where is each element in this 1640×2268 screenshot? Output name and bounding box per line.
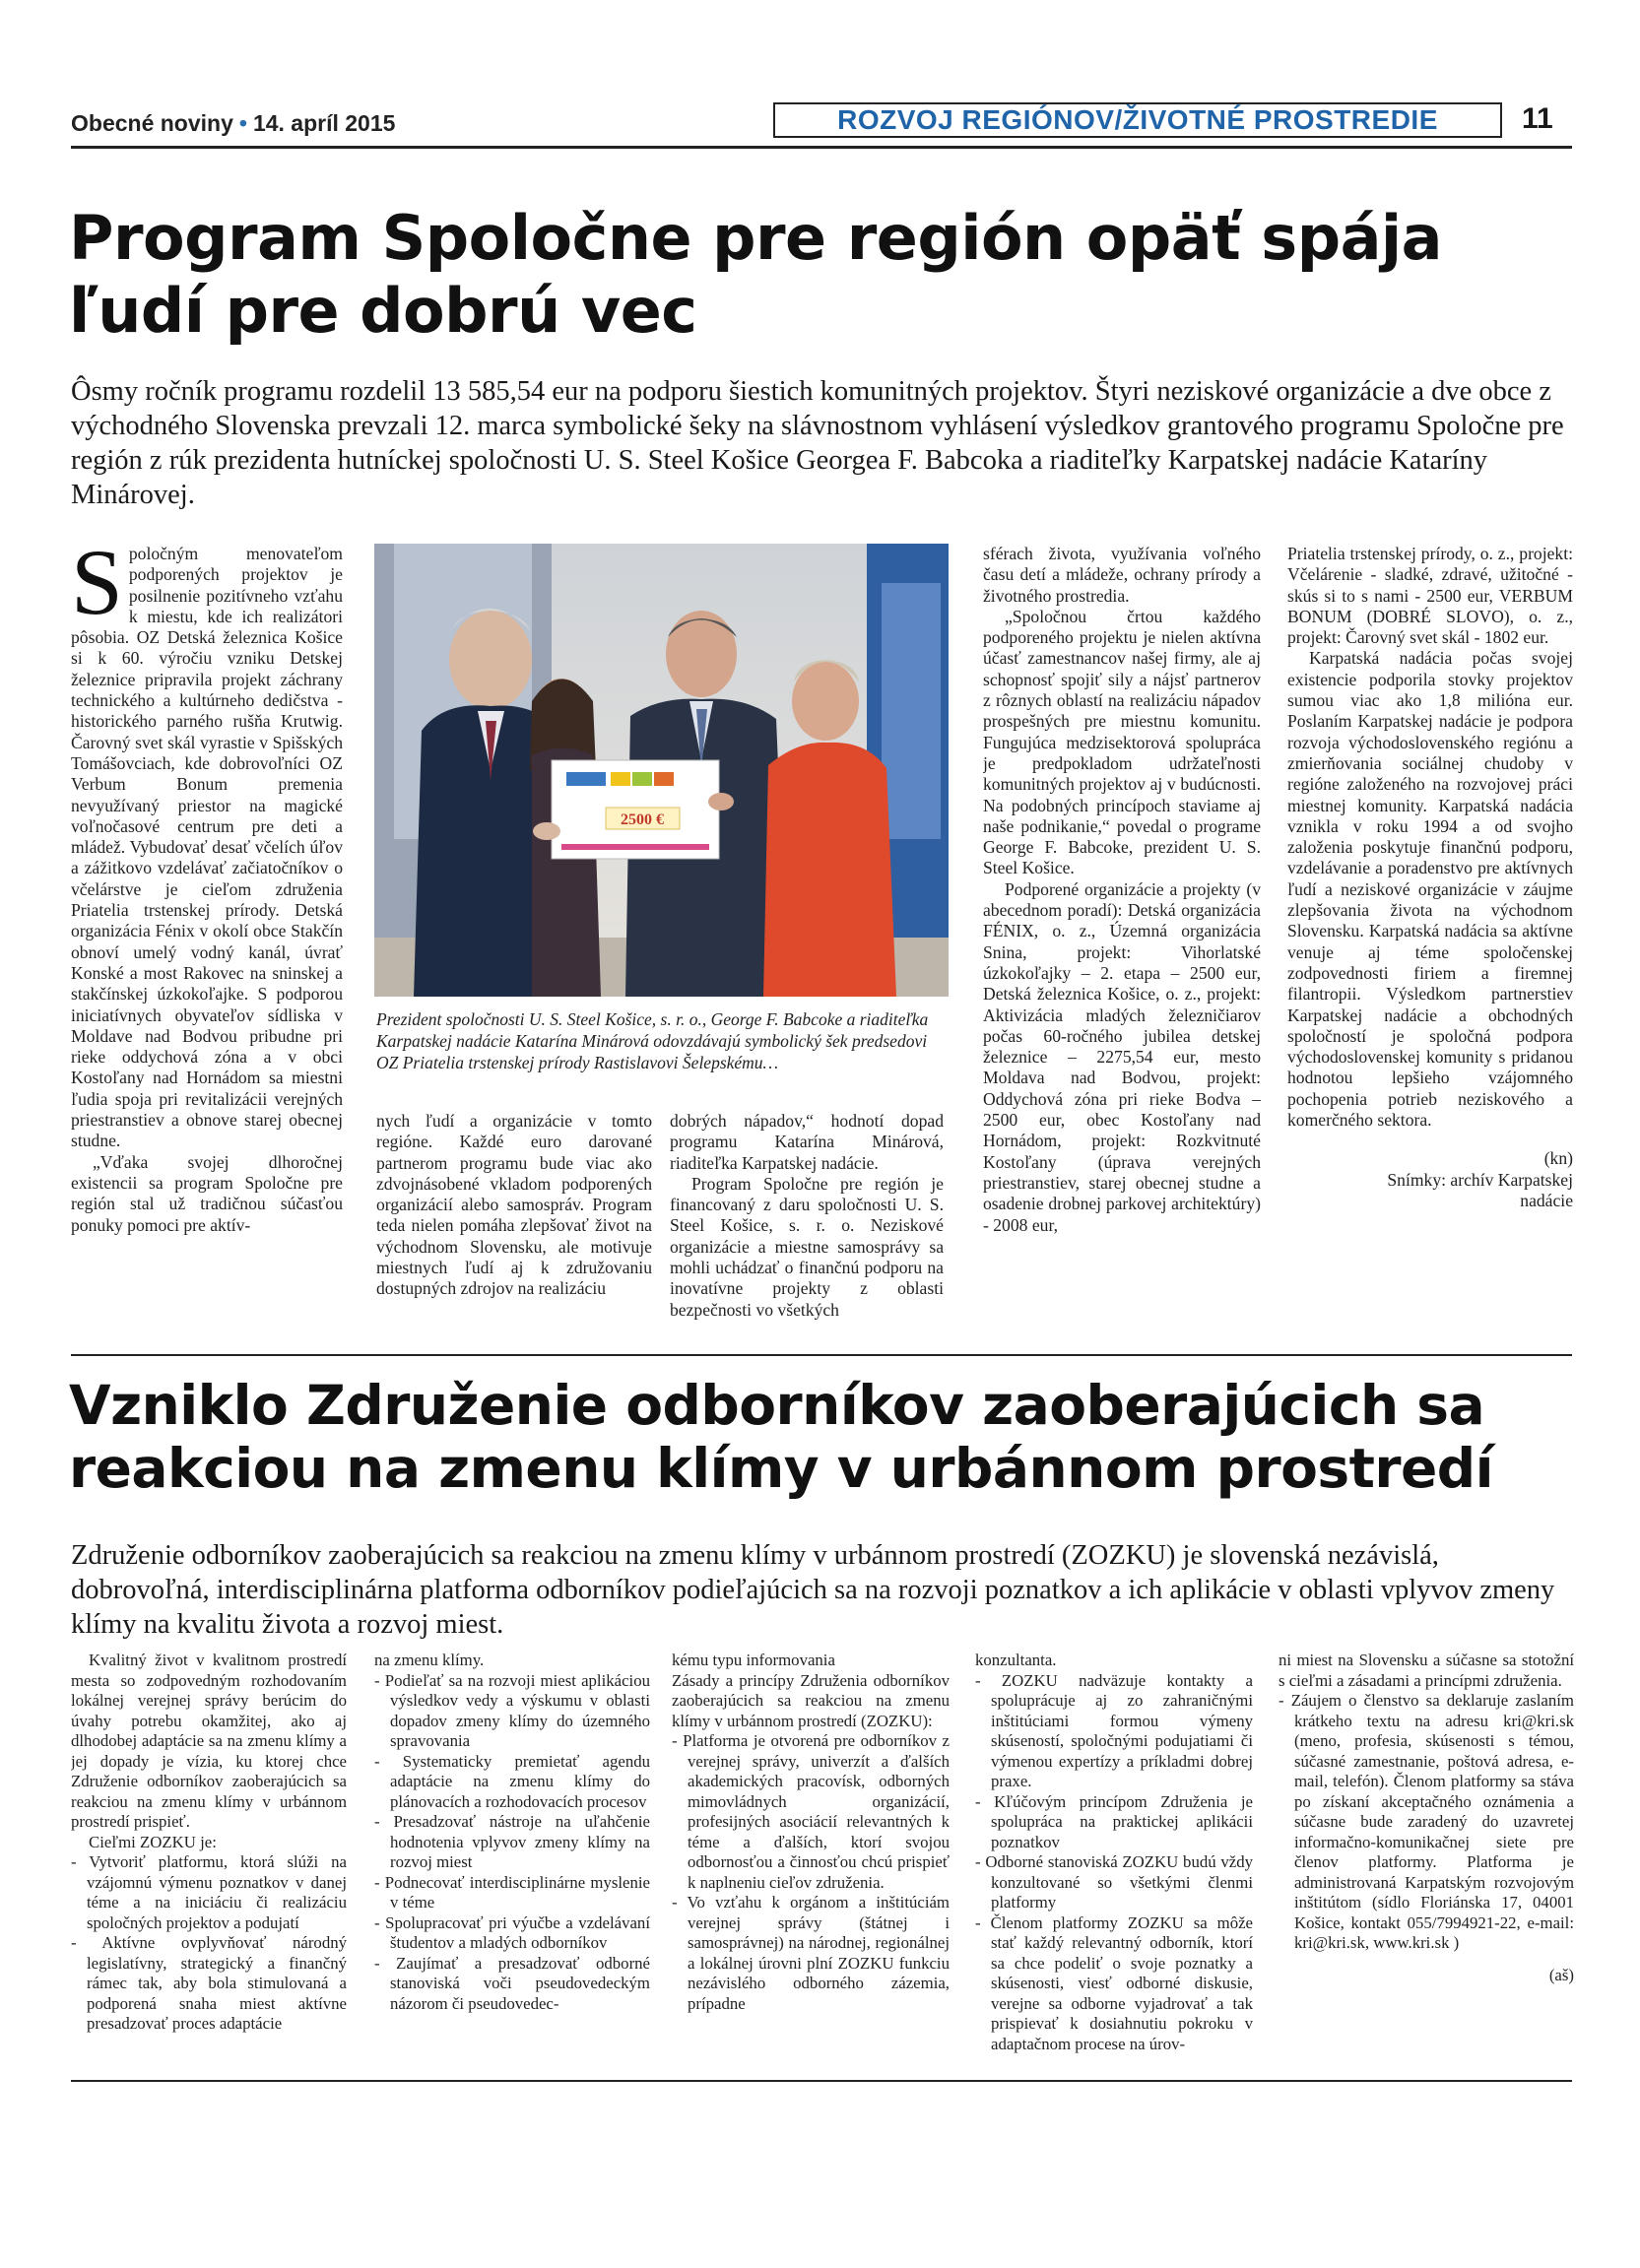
list-item: - Záujem o členstvo sa deklaruje zaslaním krátkeho textu na adresu kri@kri.sk (meno, profesia, skúsenosti s témou, súčasné zamestnanie, poštová adresa, e-mail, telefón). Členom platformy sa stáva po získaní akceptačného oznámenia a súčasne bude zaradený do uzavretej informačno-komunikačnej siete pre členov platformy. Platforma je administrovaná Karpatským rozvojovým inštitútom (sídlo Floriánska 17, 04001 Košice, kontakt 055/7994921-22, e-mail: kri@kri.sk, www.kri.sk ) xyxy=(1279,1691,1574,1952)
check-amount: 2500 € xyxy=(621,811,664,828)
paragraph: Kvalitný život v kvalitnom prostredí mesta so zodpovedným rozhodovaním lokálnej verejnej správy berúcim do úvahy potrebu okamžitej, ako aj dlhodobej adaptácie sa na zmenu klímy a jej dopady je vízia, ku ktorej chce Združenie odborníkov zaoberajúcich sa reakciou na zmenu klímy v urbánnom prostredí prispieť. xyxy=(71,1651,347,1831)
article2-column-3 xyxy=(672,1651,950,2069)
paragraph: konzultanta. xyxy=(975,1651,1057,1669)
paragraph: Priatelia trstenskej prírody, o. z., projekt: Včelárenie - sladké, zdravé, užitočné - skús si to s nami - 2500 eur, VERBUM BONUM (DOBRÉ SLOVO), o. z., projekt: Čarovný svet skál - 1802 eur. xyxy=(1287,544,1573,648)
separator-dot: • xyxy=(238,110,247,136)
paragraph: Podporené organizácie a projekty (v abecednom poradí): Detská organizácia FÉNIX, o. z., Územná organizácia Snina, projekt: Vihorlatské úzkokoľajky – 2. etapa – 2500 eur, Detská železnica Košice, o. z., projekt: Aktivizácia mladých železničiarov počas 60-ročného jubilea detskej železnice – 2275,54 eur, mesto Moldava nad Bodvou, projekt: Oddychová zóna pri rieke Bodva – 2500 eur, obec Kostoľany nad Hornádom, projekt: Rozkvitnuté Kostoľany (úprava verejných priestranstiev, starej obecnej studne a osadenie drobnej parkovej architektúry) - 2008 eur, xyxy=(983,878,1261,1235)
article1-lead: Ôsmy ročník programu rozdelil 13 585,54 eur na podporu šiestich komunitných projektov. Štyri neziskové organizácie a dve obce z východného Slovenska prevzali 12. marca symbolické šeky na slávnostnom vyhlásení výsledkov grantového programu Spoločne pre región z rúk prezidenta hutníckej spoločnosti U. S. Steel Košice Georgea F. Babcoka a riaditeľky Karpatskej nadácie Kataríny Minárovej. xyxy=(71,376,1564,510)
list-item: - Vo vzťahu k orgánom a inštitúciám verejnej správy (štátnej i samosprávnej) na národnej, regionálnej a lokálnej úrovni plní ZOZKU funkciu nezávislého odborného zázemia, prípadne xyxy=(672,1893,950,2013)
article2-lead: Združenie odborníkov zaoberajúcich sa reakciou na zmenu klímy v urbánnom prostredí (ZOZKU) je slovenská nezávislá, dobrovoľná, interdisciplinárna platforma odborníkov podieľajúcich sa na rozvoji poznatkov a ich aplikácie v oblasti vplyvov zmeny klímy na kvalitu života a rozvoj miest. xyxy=(71,1540,1555,1640)
list-item: - ZOZKU nadväzuje kontakty a spoluprácuje aj zo zahraničnými inštitúciami formou výmeny skúseností, spoločnými podujatiami či výmenou expertízy a príkladmi dobrej praxe. xyxy=(975,1670,1253,1790)
paragraph: poločným menovateľom podporených projektov je posilnenie pozitívneho vzťahu k miestu, kde ich realizátori pôsobia. OZ Detská železnica Košice si k 60. výročiu vzniku Detskej železnice pripravila projekt záchrany technického a kultúrneho dedičstva - historického parného rušňa Krutwig. Čarovný svet skál vyrastie v Spišských Tomášovciach, kde dobrovoľníci OZ Verbum Bonum premenia nevyužívaný priestor na magické voľnočasové centrum pre deti a mládež. Vybudovať desať včelích úľov a zážitkovo vzdelávať začiatočníkov o včelárstve je cieľom združenia Priatelia trstenskej prírody. Detská organizácia Fénix v okolí obce Stakčín obnoví umelý vodný kanál, úvrať Konské a most Rakovec na sninskej a stakčínskej úzkokoľajke. S podporou iniciatívnych obyvateľov sídliska v Moldave nad Bodvou pribudne pri rieke oddychová zóna a v obci Kostoľany nad Hornádom sa miestni ľudia spoja pri revitalizácii verejných priestranstiev a obnove starej obecnej studne. xyxy=(71,544,343,1151)
paragraph: „Vďaka svojej dlhoročnej existencii sa program Spoločne pre región stal už tradičnou súčasťou ponuky pomoci pre aktív- xyxy=(71,1151,343,1235)
photo-caption: Prezident spoločnosti U. S. Steel Košice, s. r. o., George F. Babcoke a riaditeľka Karpatskej nadácie Katarína Minárová odovzdávajú symbolický šek predsedovi OZ Priatelia trstenskej prírody Rastislavovi Šelepskému… xyxy=(376,1009,929,1072)
article2-column-4 xyxy=(975,1651,1253,2069)
paragraph: ni miest na Slovensku a súčasne sa stotožní s cieľmi a zásadami a princípmi združenia. xyxy=(1279,1651,1574,1690)
paragraph: Karpatská nadácia počas svojej existencie podporila stovky projektov sumou viac ako 1,8 milióna eur. Poslaním Karpatskej nadácie je podpora rozvoja východoslovenského regiónu a zmierňovania sociálnej chudoby v regióne založeného na rozvojovej práci miestnej komunity. Karpatská nadácia vznikla v roku 1994 a od svojho založenia poskytuje finančnú podporu, vzdelávanie a poradenstvo pre aktívnych ľudí a neziskové organizácie v záujme zlepšovania života na východnom Slovensku. Karpatská nadácia sa aktívne venuje aj téme spoločenskej zodpovednosti firiem a firemnej filantropii. Výsledkom partnerstiev Karpatskej nadácie a obchodných spoločností je spoločná podpora východoslovenskej komunity s pridanou hodnotou lepšieho vzájomného pochopenia potrieb neziskového a komerčného sektora. xyxy=(1287,648,1573,1131)
article2-column-2 xyxy=(374,1651,650,2069)
list-item: - Platforma je otvorená pre odborníkov z verejnej správy, univerzít a ďalších akademických pracovísk, odborných mimovládnych organizácií, profesijných asociácií relevantných k téme a ďalších, ktorí svojou odbornosťou a činnosťou chcú prispieť k naplneniu cieľov združenia. xyxy=(672,1731,950,1892)
list-item: - Odborné stanoviská ZOZKU budú vždy konzultované so všetkými členmi platformy xyxy=(975,1852,1253,1912)
masthead xyxy=(71,110,395,137)
paragraph: Program Spoločne pre región je financovaný z daru spoločnosti U. S. Steel Košice, s. r. o. Neziskové organizácie a miestne samosprávy sa mohli uchádzať o finančnú podporu na inovatívne projekty z oblasti bezpečnosti vo všetkých xyxy=(670,1173,944,1320)
paragraph: dobrých nápadov,“ hodnotí dopad programu Katarína Minárová, riaditeľka Karpatskej nadácie. xyxy=(670,1111,944,1173)
author-signature: (aš) xyxy=(1548,1965,1574,1984)
publication-name: Obecné noviny xyxy=(71,110,233,136)
paragraph: kému typu informovania xyxy=(672,1651,835,1669)
photo-credit: nadácie xyxy=(1520,1190,1573,1210)
article1-headline: Program Spoločne pre región opäť spája ľudí pre dobrú vec xyxy=(69,202,1443,347)
list-item: - Aktívne ovplyvňovať národný legislatívny, strategický a finančný rámec tak, aby bola stimulovaná a podporená snaha miest aktívne presadzovať proces adaptácie xyxy=(71,1933,347,2033)
issue-date: 14. apríl 2015 xyxy=(252,110,396,136)
paragraph: Cieľmi ZOZKU je: xyxy=(89,1832,217,1851)
paragraph: na zmenu klímy. xyxy=(374,1651,485,1669)
article1-column-4 xyxy=(983,544,1261,1331)
paragraph: nych ľudí a organizácie v tomto regióne. Každé euro darované partnerom programu bude viac ako zdvojnásobené vkladom podporených organizácií alebo samospráv. Program teda nielen pomáha zlepšovať život na východnom Slovensku, ale motivuje miestnych ľudí aj k združovaniu dostupných zdrojov na realizáciu xyxy=(376,1111,652,1299)
list-item: - Členom platformy ZOZKU sa môže stať každý relevantný odborník, ktorí sa chce podeliť o svoje poznatky a skúsenosti, viesť odborné diskusie, verejne sa odborne vyjadrovať a tak prispievať k dosiahnutiu pokroku v adaptačnom procese na úrov- xyxy=(975,1912,1253,2053)
list-item: - Spolupracovať pri výučbe a vzdelávaní študentov a mladých odborníkov xyxy=(374,1912,650,1952)
list-item: - Podnecovať interdisciplinárne myslenie v téme xyxy=(374,1872,650,1912)
list-item: - Vytvoriť platformu, ktorá slúži na vzájomnú výmenu poznatkov v danej téme a na iniciáciu či realizáciu spoločných projektov a podujatí xyxy=(71,1852,347,1932)
article1-column-2 xyxy=(376,1111,652,1323)
article-divider xyxy=(71,1354,1572,1356)
footer-rule xyxy=(71,2080,1572,2082)
article1-column-1 xyxy=(71,544,343,1351)
article2-column-1 xyxy=(71,1651,347,2069)
article1-photo xyxy=(374,544,949,997)
header-rule xyxy=(71,146,1572,149)
paragraph: sférach života, využívania voľného času detí a mládeže, ochrany prírody a životného prostredia. xyxy=(983,544,1261,606)
article2-headline: Vzniklo Združenie odborníkov zaoberajúcich sa reakciou na zmenu klímy v urbánnom prostredí xyxy=(69,1374,1494,1500)
photo-credit: Snímky: archív Karpatskej xyxy=(1387,1169,1573,1190)
paragraph: Zásady a princípy Združenia odborníkov zaoberajúcich sa reakciou na zmenu klímy v urbánnom prostredí (ZOZKU): xyxy=(672,1670,950,1730)
paragraph: „Spoločnou črtou každého podporeného projektu je nielen aktívna účasť zamestnancov našej firmy, ale aj schopnosť spojiť sily a nájsť partnerov z rôznych oblastí na realizáciu nápadov prospešných pre miestnu komunitu. Fungujúca medzisektorová spolupráca je predpokladom udržateľnosti komunitných projektov aj v budúcnosti. Na podobných princípoch staviame aj naše podnikanie,“ povedal o programe George F. Babcoke, prezident U. S. Steel Košice. xyxy=(983,606,1261,878)
list-item: - Podieľať sa na rozvoji miest aplikáciou výsledkov vedy a výskumu v oblasti dopadov zmeny klímy do územného spravovania xyxy=(374,1670,650,1750)
list-item: - Zaujímať a presadzovať odborné stanoviská voči pseudovedeckým názorom či pseudovedec- xyxy=(374,1953,650,2013)
article1-column-5 xyxy=(1287,544,1573,1343)
list-item: - Kľúčovým princípom Združenia je spolupráca na praktickej aplikácii poznatkov xyxy=(975,1791,1253,1851)
list-item: - Systematicky premietať agendu adaptácie na zmenu klímy do plánovacích a rozhodovacích procesov xyxy=(374,1751,650,1811)
author-signature: (kn) xyxy=(1543,1148,1573,1169)
article1-column-3 xyxy=(670,1111,944,1323)
list-item: - Presadzovať nástroje na uľahčenie hodnotenia vplyvov zmeny klímy na rozvoj miest xyxy=(374,1812,650,1871)
drop-cap: S xyxy=(71,544,123,634)
section-banner: ROZVOJ REGIÓNOV/ŽIVOTNÉ PROSTREDIE xyxy=(773,102,1502,138)
photo-illustration xyxy=(374,544,949,997)
article2-column-5 xyxy=(1279,1651,1574,2069)
page-number: 11 xyxy=(1522,102,1553,135)
